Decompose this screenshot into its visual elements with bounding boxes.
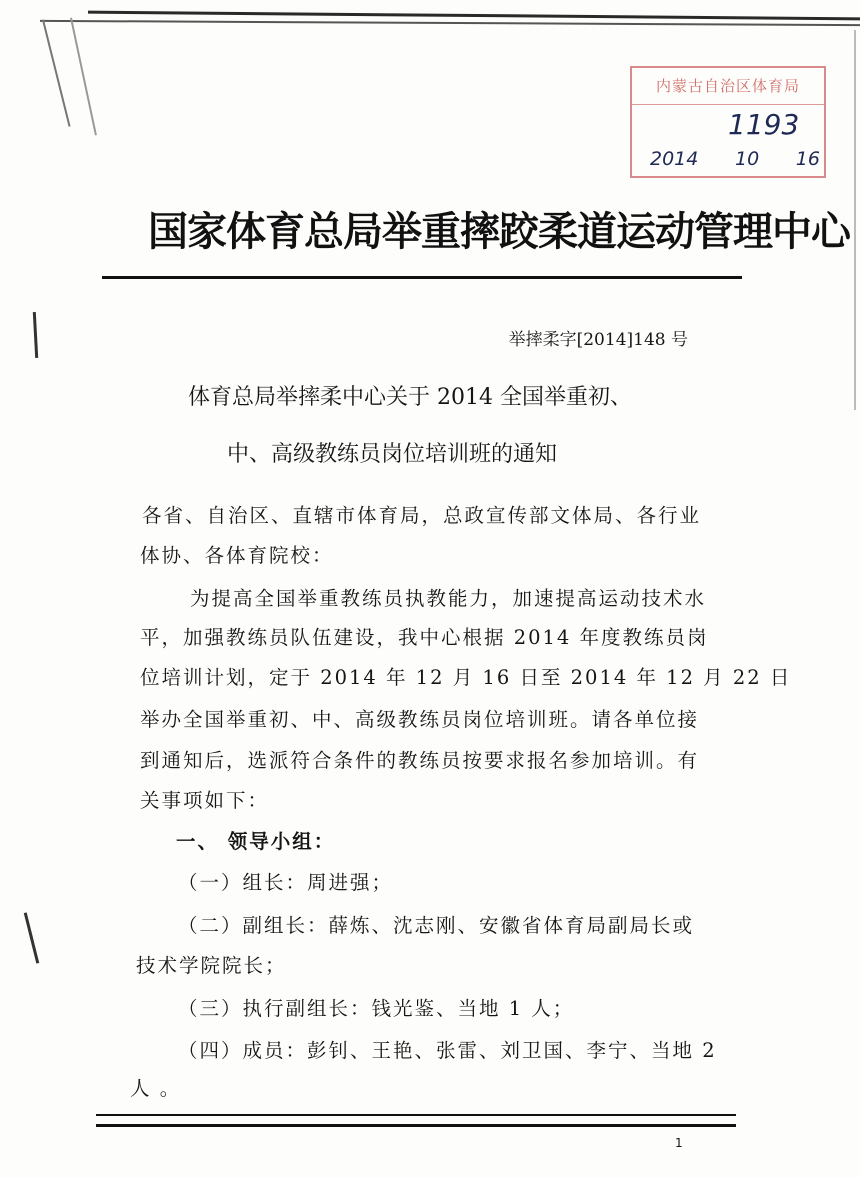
letterhead-title: 国家体育总局举重摔跤柔道运动管理中心 xyxy=(148,208,850,255)
leadership-item-2-cont: 技术学院院长； xyxy=(136,954,287,977)
scan-edge-top-secondary xyxy=(40,20,860,26)
stamp-date xyxy=(650,148,820,170)
footer-rule-thin xyxy=(96,1114,736,1116)
page-number: 1 xyxy=(675,1136,683,1150)
addressee-line-2: 体协、各体育院校： xyxy=(140,544,334,567)
receipt-stamp xyxy=(630,66,826,178)
notice-title-line-2: 中、高级教练员岗位培训班的通知 xyxy=(226,442,557,467)
footer-rule-thick xyxy=(96,1124,736,1127)
scan-edge-left-secondary xyxy=(70,18,97,136)
letterhead-rule xyxy=(102,276,742,279)
leadership-item-3: （三）执行副组长：钱光鉴、当地 1 人； xyxy=(178,997,575,1020)
intro-line-1: 为提高全国举重教练员执教能力，加速提高运动技术水 xyxy=(190,587,707,610)
binding-mark-lower xyxy=(24,912,39,963)
addressee-line-1: 各省、自治区、直辖市体育局，总政宣传部文体局、各行业 xyxy=(142,504,702,527)
scan-edge-left xyxy=(42,20,71,127)
binding-mark-upper xyxy=(33,312,38,358)
notice-title-line-1: 体育总局举摔柔中心关于 2014 全国举重初、 xyxy=(188,385,632,410)
stamp-day: 16 xyxy=(795,148,820,170)
scan-edge-top xyxy=(88,11,860,21)
intro-line-5: 到通知后，选派符合条件的教练员按要求报名参加培训。有 xyxy=(140,749,700,772)
stamp-month: 10 xyxy=(734,148,760,170)
stamp-org: 内蒙古自治区体育局 xyxy=(632,68,824,105)
intro-line-6: 关事项如下： xyxy=(140,789,270,812)
document-number: 举摔柔字[2014]148 号 xyxy=(508,330,688,350)
intro-line-2: 平，加强教练员队伍建设，我中心根据 2014 年度教练员岗 xyxy=(140,626,709,649)
leadership-item-4: （四）成员：彭钊、王艳、张雷、刘卫国、李宁、当地 2 xyxy=(178,1039,717,1062)
stamp-year: 2014 xyxy=(650,148,699,170)
leadership-item-4-cont: 人 。 xyxy=(130,1077,182,1100)
leadership-item-2: （二）副组长：薛炼、沈志刚、安徽省体育局副局长或 xyxy=(178,914,695,937)
intro-line-3: 位培训计划，定于 2014 年 12 月 16 日至 2014 年 12 月 22 日 xyxy=(140,666,792,689)
section-heading-leadership: 一、 领导小组： xyxy=(176,830,336,853)
leadership-item-1: （一）组长：周进强； xyxy=(178,871,394,894)
stamp-number: 1193 xyxy=(728,108,800,141)
scan-edge-right xyxy=(854,30,856,410)
intro-line-4: 举办全国举重初、中、高级教练员岗位培训班。请各单位接 xyxy=(140,708,700,731)
